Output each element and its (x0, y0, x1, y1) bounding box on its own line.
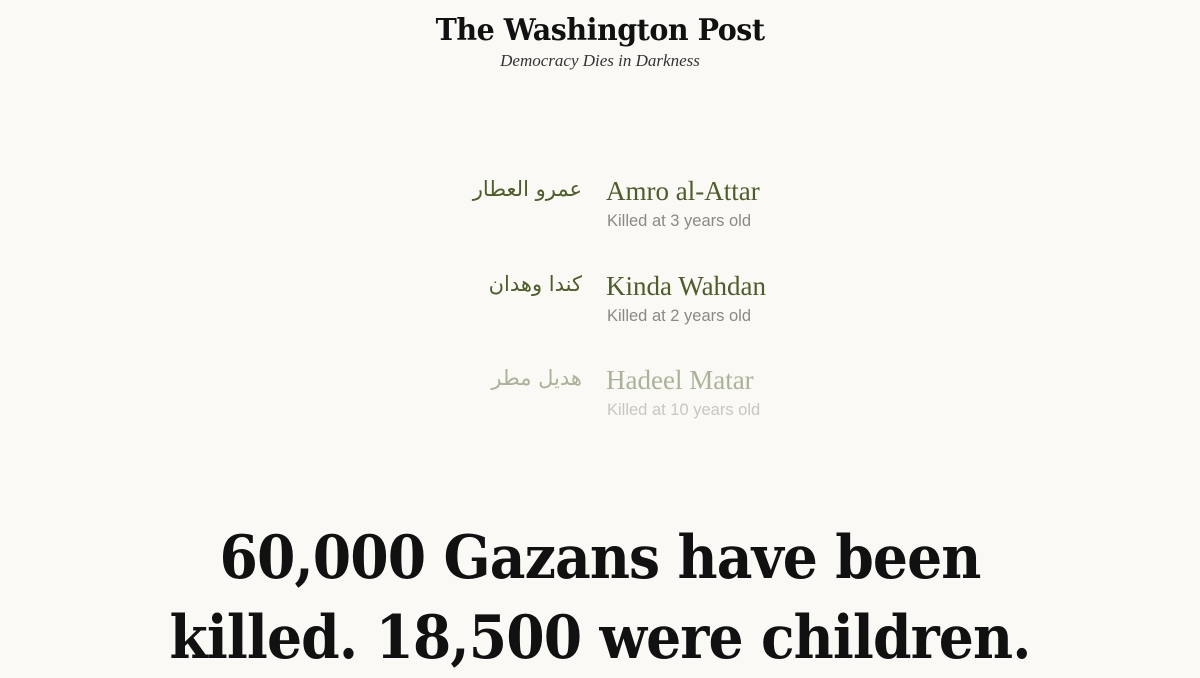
victim-age: Killed at 3 years old (607, 212, 751, 230)
victim-age: Killed at 2 years old (607, 307, 751, 325)
headline (48, 518, 1152, 678)
victim-entry (0, 172, 1200, 242)
victim-entry (0, 361, 1200, 431)
victim-arabic-name: عمرو العطار (472, 177, 582, 201)
headline-line-2: killed. 18,500 were children. (169, 603, 1031, 674)
victim-arabic-name: كندا وهدان (488, 272, 582, 296)
victim-arabic-name: هديل مطر (491, 366, 582, 390)
victim-name: Kinda Wahdan (606, 271, 767, 301)
victim-entry (0, 267, 1200, 337)
headline-line-1: 60,000 Gazans have been (219, 523, 981, 594)
masthead (0, 12, 1200, 71)
tagline: Democracy Dies in Darkness (500, 51, 700, 70)
victim-age: Killed at 10 years old (607, 401, 761, 419)
washington-post-logo[interactable]: The Washington Post (435, 13, 765, 48)
victim-name: Hadeel Matar (606, 365, 754, 395)
victim-name: Amro al-Attar (606, 176, 760, 206)
